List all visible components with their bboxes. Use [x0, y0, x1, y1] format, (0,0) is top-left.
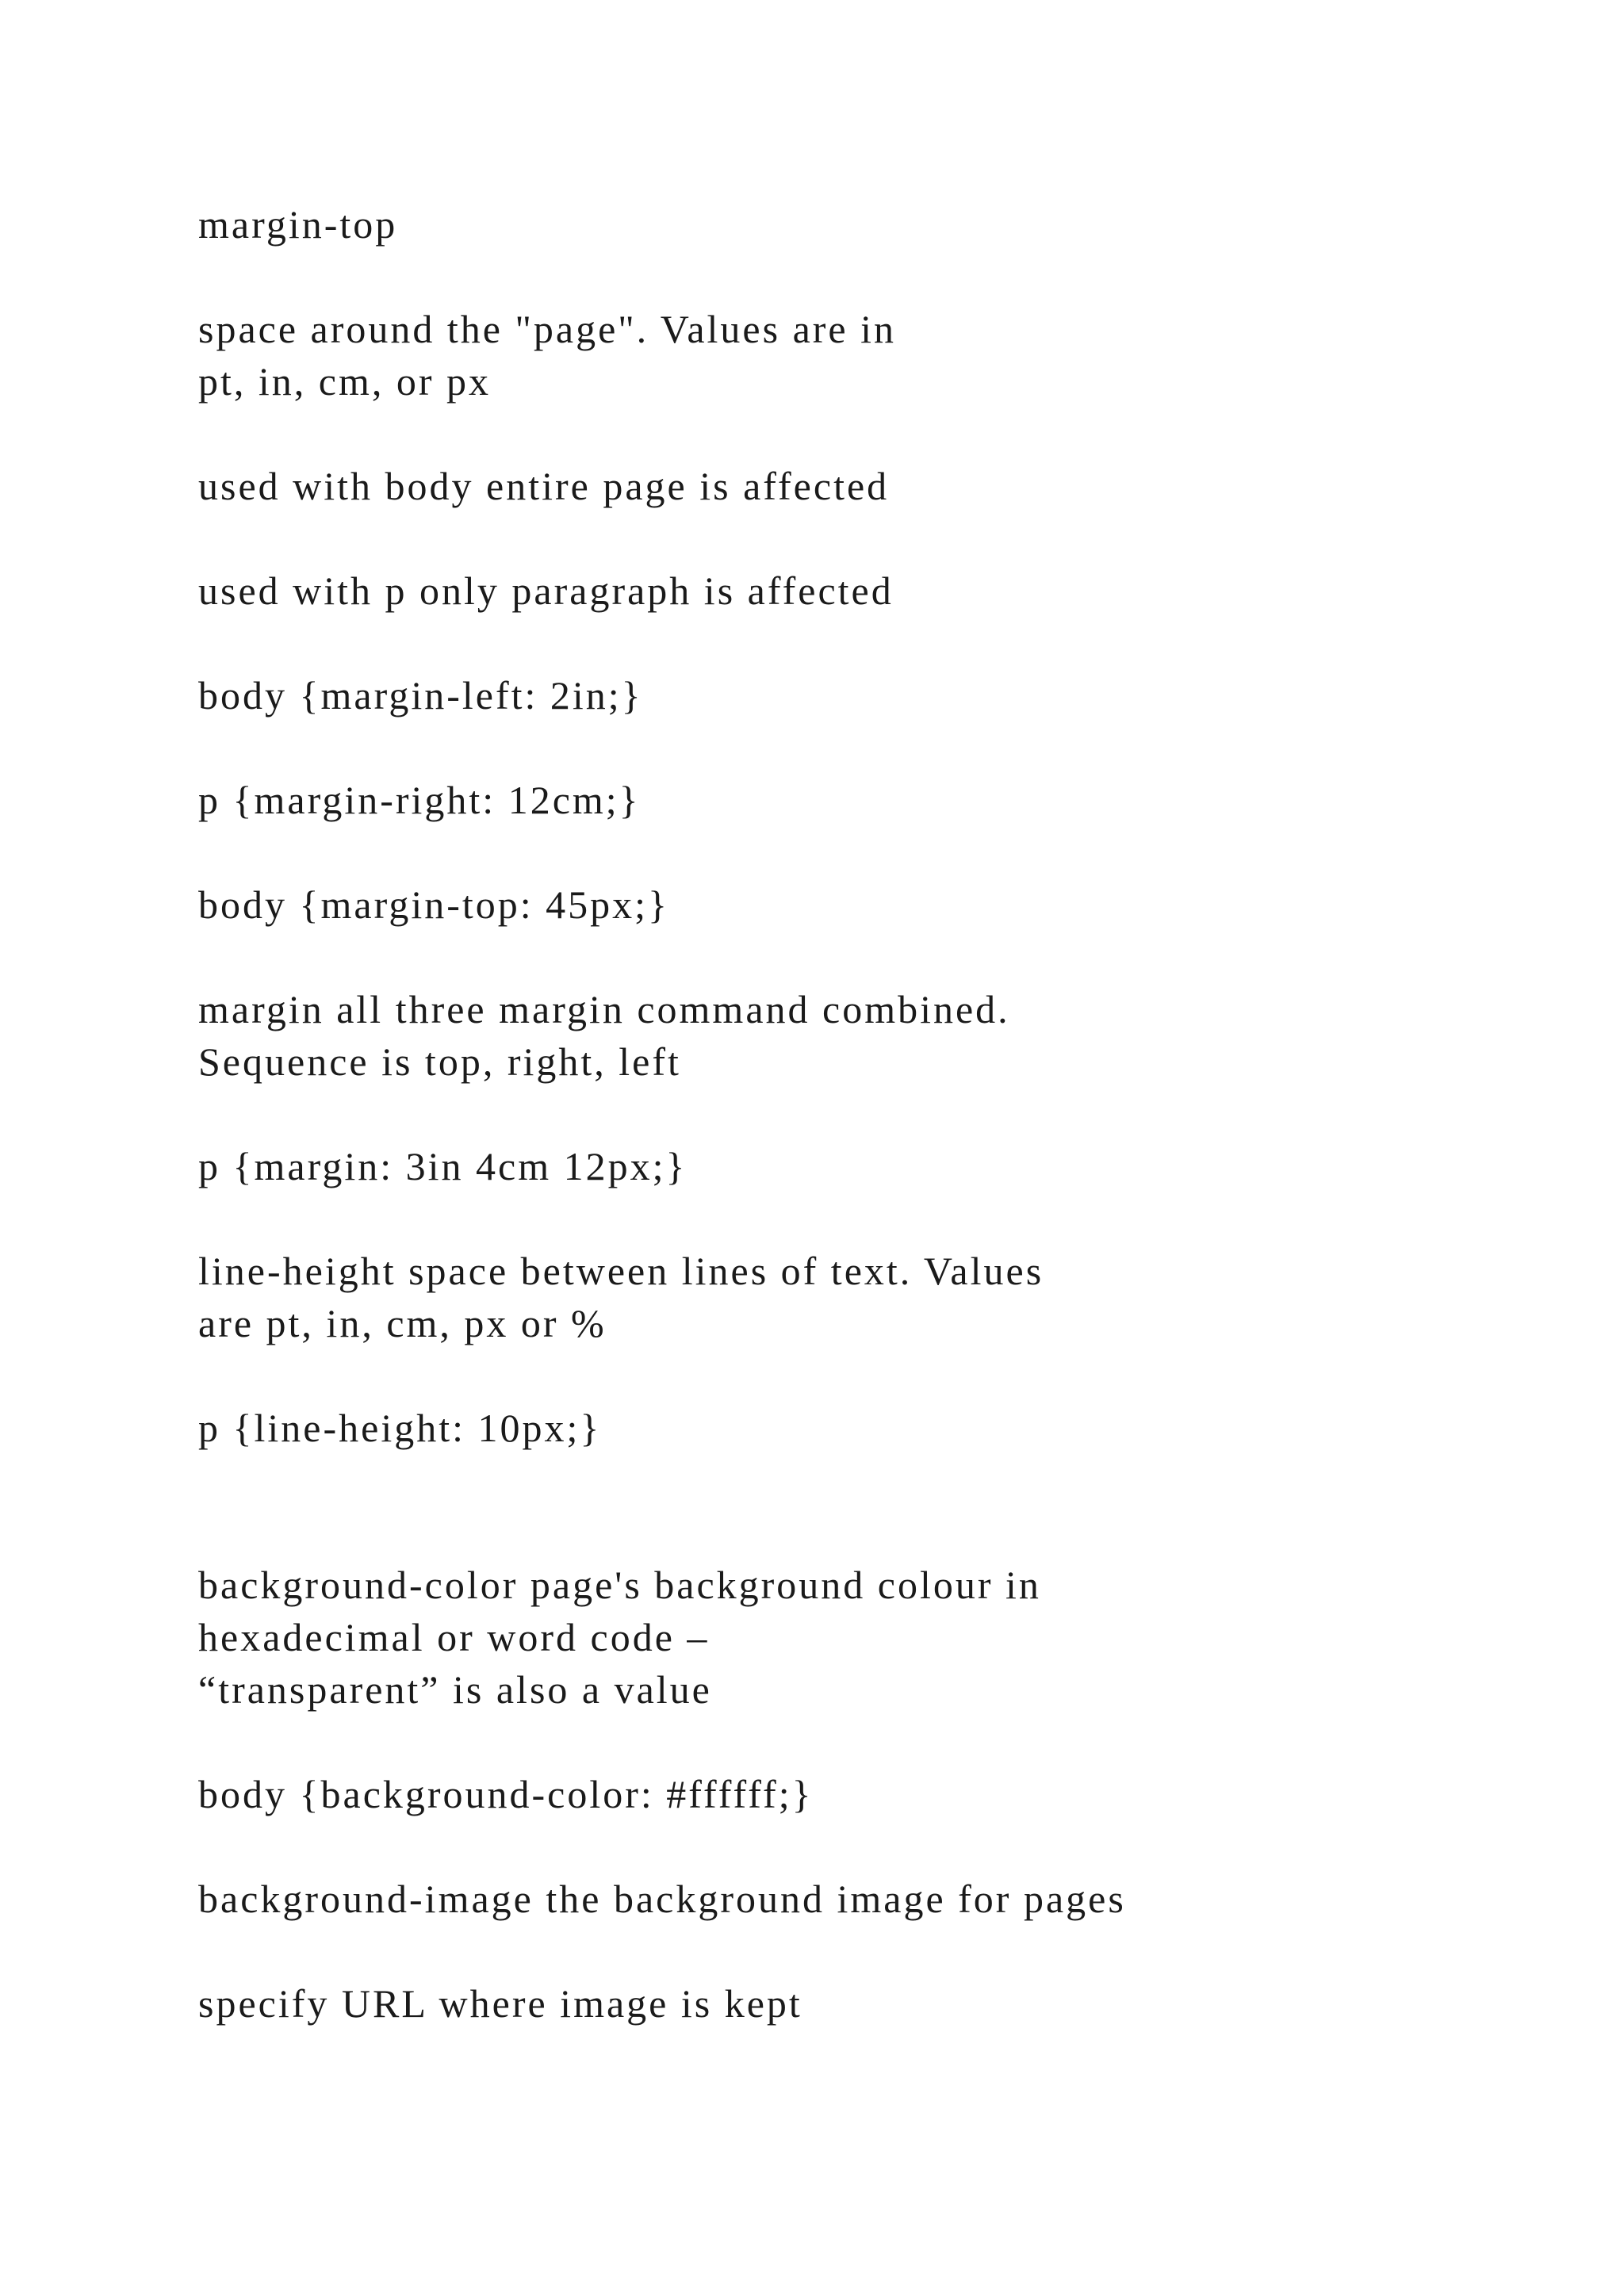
text-line: used with p only paragraph is affected — [198, 568, 894, 613]
text-line: line-height space between lines of text. Values — [198, 1249, 1044, 1293]
text-line: p {line-height: 10px;} — [198, 1406, 602, 1450]
text-line: p {margin: 3in 4cm 12px;} — [198, 1144, 688, 1188]
text-line: margin all three margin command combined. — [198, 987, 1010, 1031]
text-line: are pt, in, cm, px or % — [198, 1301, 607, 1345]
text-line: background-color page's background colour in — [198, 1563, 1041, 1607]
text-line: body {background-color: #ffffff;} — [198, 1772, 814, 1816]
text-line: Sequence is top, right, left — [198, 1039, 681, 1084]
text-line: margin-top — [198, 202, 398, 247]
text-line: p {margin-right: 12cm;} — [198, 778, 641, 822]
text-line: “transparent” is also a value — [198, 1667, 712, 1712]
text-line: specify URL where image is kept — [198, 1981, 802, 2026]
text-line: background-image the background image for pages — [198, 1877, 1126, 1921]
text-line: hexadecimal or word code – — [198, 1615, 710, 1659]
text-line: pt, in, cm, or px — [198, 359, 492, 404]
text-line: body {margin-top: 45px;} — [198, 882, 670, 927]
text-line: body {margin-left: 2in;} — [198, 673, 643, 718]
text-line: used with body entire page is affected — [198, 464, 890, 508]
text-line: space around the "page". Values are in — [198, 307, 896, 351]
